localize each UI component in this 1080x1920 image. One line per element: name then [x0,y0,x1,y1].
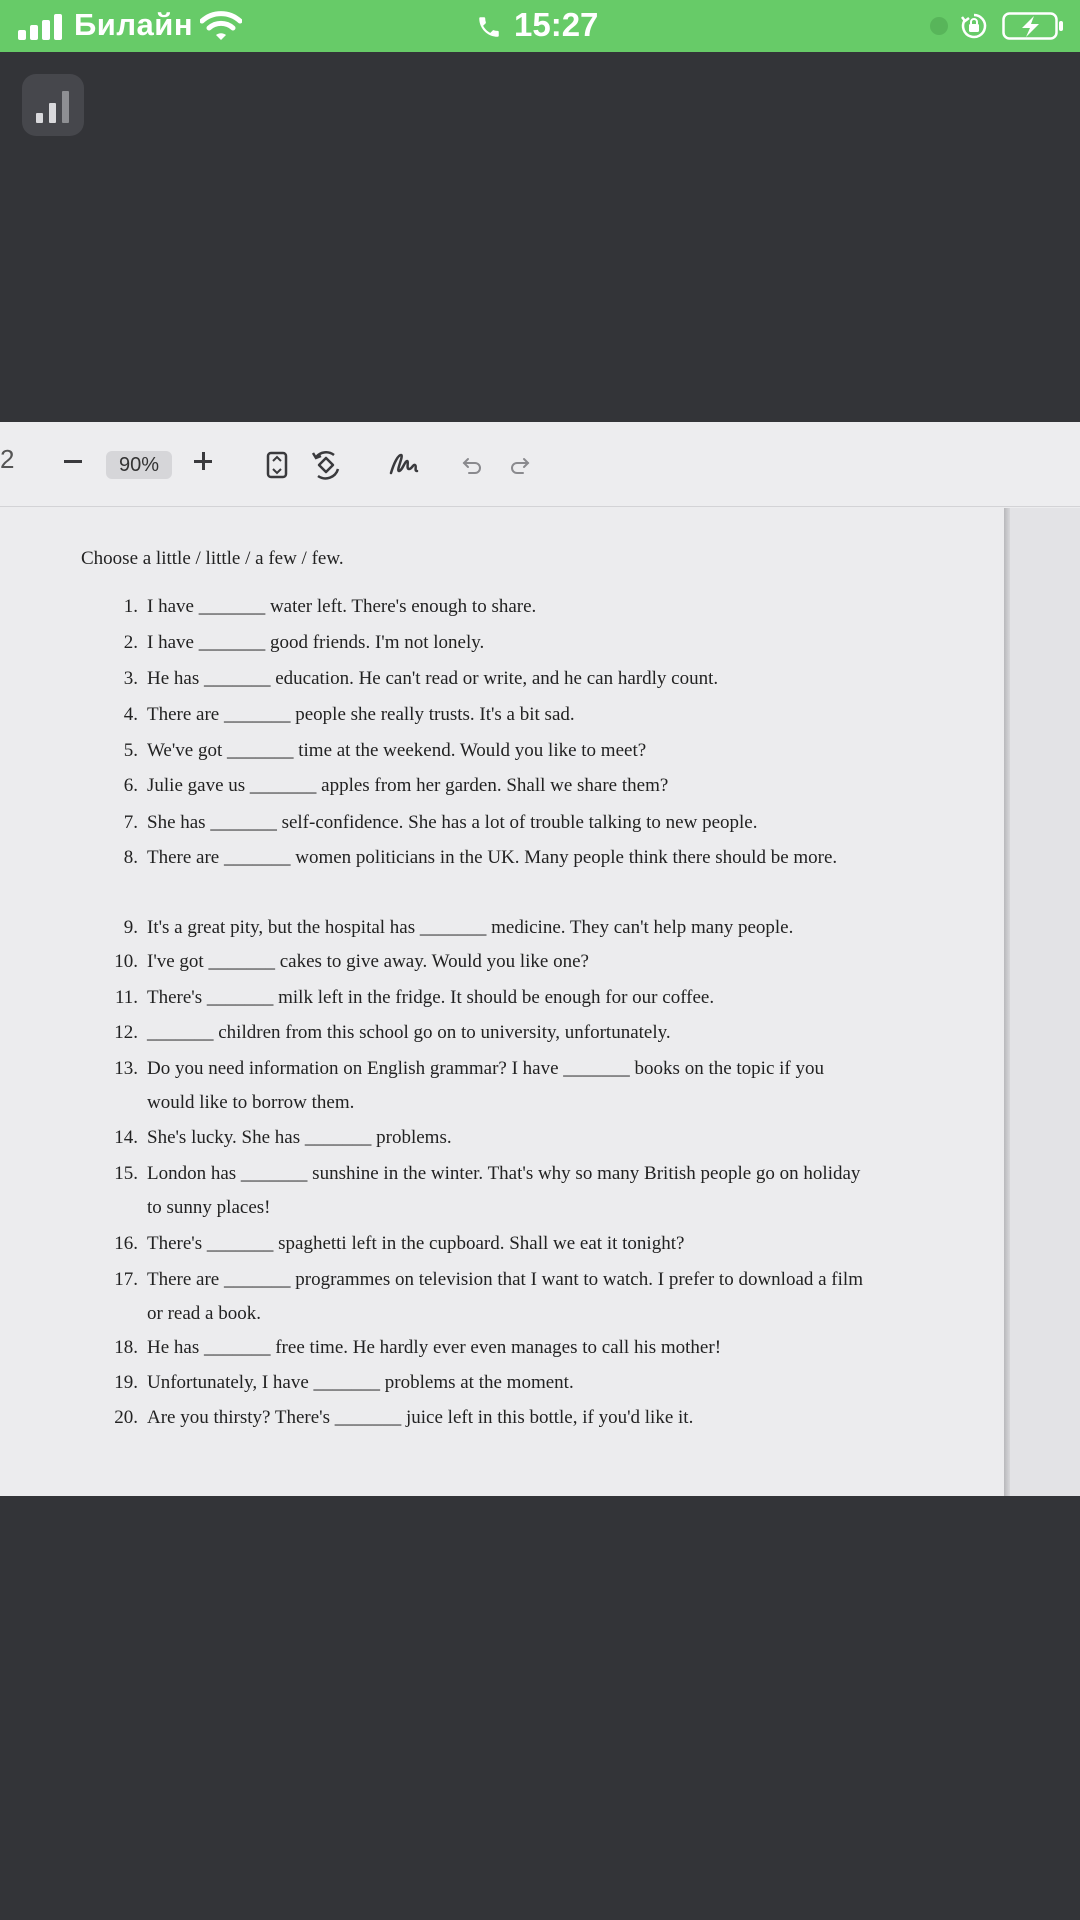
item-number: 10. [114,951,138,972]
redo-icon[interactable] [508,453,532,477]
item-number: 18. [114,1337,138,1358]
phone-icon [476,14,502,40]
viewer-side-area [1010,508,1080,1496]
item-text: There are _______ women politicians in the UK. Many people think there should be more. [147,847,838,868]
item-text: _______ children from this school go on to university, unfortunately. [147,1022,671,1043]
item-number: 11. [114,987,138,1008]
item-number: 6. [123,775,138,796]
item-number: 13. [114,1058,138,1079]
status-bar [0,0,1080,52]
item-number: 8. [123,847,138,868]
item-text: He has _______ free time. He hardly ever even manages to call his mother! [147,1337,722,1358]
item-text: Do you need information on English grammar? I have _______ books on the topic if you would like to borrow them. [147,1058,825,1113]
item-number: 3. [123,668,138,689]
item-number: 15. [114,1163,138,1184]
item-text: Unfortunately, I have _______ problems at the moment. [147,1372,574,1393]
item-text: We've got _______ time at the weekend. Would you like to meet? [147,740,647,761]
orientation-lock-icon [960,12,988,40]
clock: 15:27 [514,6,599,43]
viewer-toolbar [0,422,1080,507]
item-text: I have _______ water left. There's enough to share. [147,596,537,617]
item-number: 17. [114,1269,138,1290]
rotate-icon[interactable] [310,449,342,481]
item-text: He has _______ education. He can't read or write, and he can hardly count. [147,668,719,689]
item-text: There are _______ people she really trusts. It's a bit sad. [147,704,575,725]
floating-stats-button[interactable] [22,74,84,136]
item-text: It's a great pity, but the hospital has _______ medicine. They can't help many people. [147,917,794,938]
carrier-name: Билайн [74,7,194,42]
wifi-icon [200,10,242,42]
signal-icon [18,14,62,40]
signature-icon[interactable] [388,449,420,479]
item-text: I've got _______ cakes to give away. Would you like one? [147,951,589,972]
bar-chart-icon [36,113,43,123]
item-number: 20. [114,1407,138,1428]
item-text: She's lucky. She has _______ problems. [147,1127,452,1148]
fit-page-icon[interactable] [266,451,288,479]
dot-icon [930,17,948,35]
item-number: 1. [123,596,138,617]
item-number: 2. [123,632,138,653]
undo-icon[interactable] [460,453,484,477]
item-number: 19. [114,1372,138,1393]
battery-charging-icon [1002,12,1064,40]
zoom-out-icon[interactable] [62,440,90,480]
item-number: 7. [123,812,138,833]
toolbar-edge-glyph: 2 [0,444,15,474]
document-viewer [0,422,1080,1496]
item-text: London has _______ sunshine in the winter. That's why so many British people go on holiday to sunny places! [147,1163,861,1218]
item-text: There's _______ spaghetti left in the cupboard. Shall we eat it tonight? [147,1233,685,1254]
item-number: 12. [114,1022,138,1043]
item-number: 9. [123,917,138,938]
exercise-instruction: Choose a little / little / a few / few. [81,548,344,569]
item-text: Julie gave us _______ apples from her garden. Shall we share them? [147,775,669,796]
item-text: Are you thirsty? There's _______ juice left in this bottle, if you'd like it. [147,1407,694,1428]
document-page [0,508,1004,1496]
item-text: There's _______ milk left in the fridge. It should be enough for our coffee. [147,987,715,1008]
zoom-in-icon[interactable] [192,440,220,480]
item-text: She has _______ self-confidence. She has a lot of trouble talking to new people. [147,812,758,833]
item-number: 4. [123,704,138,725]
item-number: 14. [114,1127,138,1148]
zoom-level[interactable]: 90% [106,451,172,479]
item-text: There are _______ programmes on television that I want to watch. I prefer to download a film or read a book. [147,1269,863,1324]
item-number: 16. [114,1233,138,1254]
item-text: I have _______ good friends. I'm not lonely. [147,632,485,653]
item-number: 5. [123,740,138,761]
